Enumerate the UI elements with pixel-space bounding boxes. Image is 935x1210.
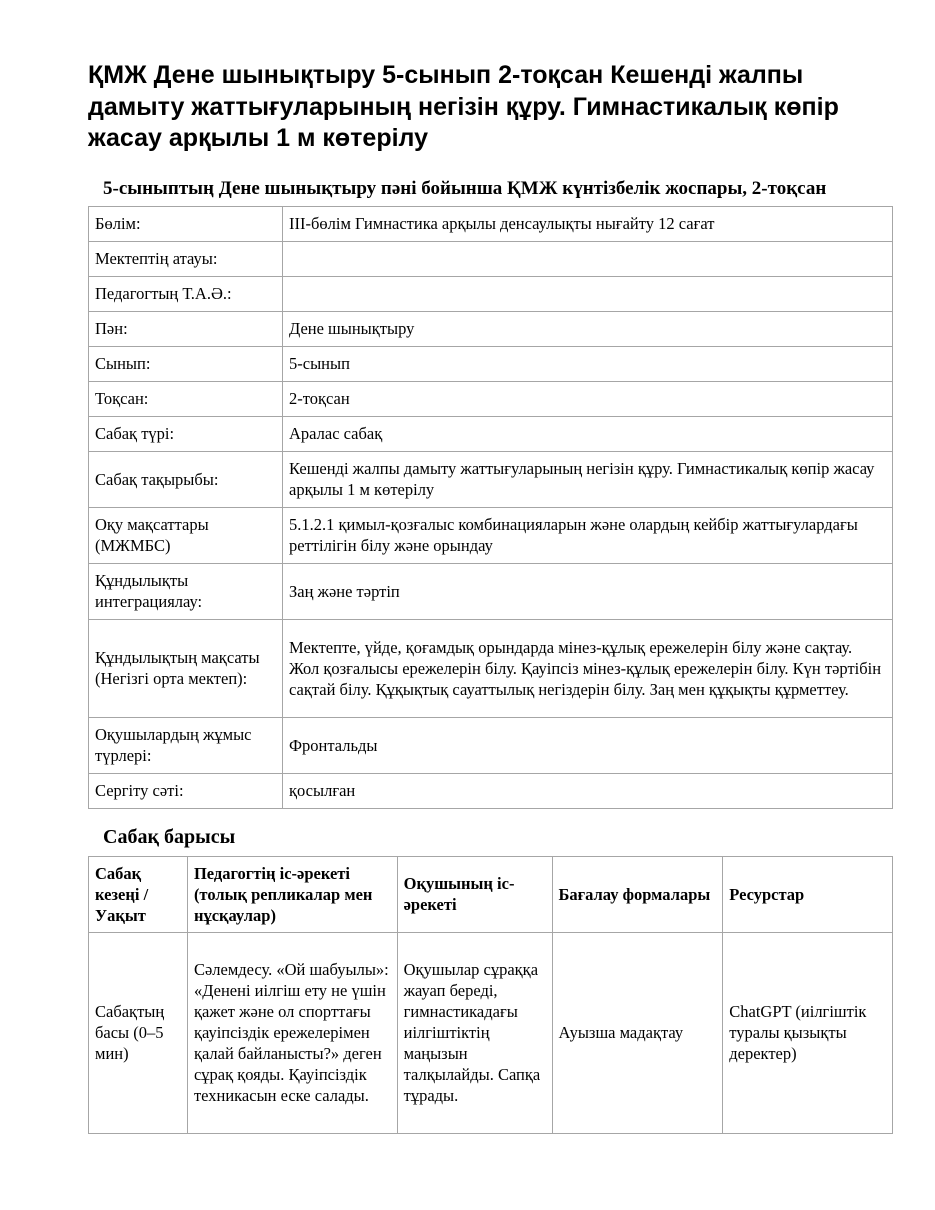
info-row-value-goal xyxy=(89,619,893,717)
lesson-heading: Сабақ барысы xyxy=(103,825,236,848)
info-row-lesson-type xyxy=(89,416,893,451)
info-value xyxy=(283,276,893,311)
info-value: қосылған xyxy=(283,773,893,808)
lesson-flow-table xyxy=(88,856,893,1134)
info-value: Аралас сабақ xyxy=(283,416,893,451)
info-row-quarter xyxy=(89,381,893,416)
info-value: Дене шынықтыру xyxy=(283,311,893,346)
lesson-info-table xyxy=(88,206,893,809)
info-value: 5-сынып xyxy=(283,346,893,381)
info-row-warmup xyxy=(89,773,893,808)
info-label: Сергіту сәті: xyxy=(89,773,283,808)
info-label: Тоқсан: xyxy=(89,381,283,416)
info-value: Кешенді жалпы дамыту жаттығуларының негізін құру. Гимнастикалық көпір жасау арқылы 1 м көтерілу xyxy=(283,451,893,507)
info-row-work-types xyxy=(89,717,893,773)
info-label: Мектептің атауы: xyxy=(89,241,283,276)
info-label: Құндылықтың мақсаты (Негізгі орта мектеп): xyxy=(89,619,283,717)
info-label: Сынып: xyxy=(89,346,283,381)
cell-assessment: Ауызша мадақтау xyxy=(552,932,723,1133)
cell-resources: ChatGPT (иілгіштік туралы қызықты деректер) xyxy=(723,932,893,1133)
info-label: Оқу мақсаттары (МЖМБС) xyxy=(89,507,283,563)
info-label: Пән: xyxy=(89,311,283,346)
header-teacher-activity: Педагогтің іс-әрекеті (толық репликалар мен нұсқаулар) xyxy=(187,856,397,932)
info-label: Оқушылардың жұмыс түрлері: xyxy=(89,717,283,773)
cell-student-activity: Оқушылар сұраққа жауап береді, гимнастикадағы иілгіштіктің маңызын талқылайды. Сапқа тұрады. xyxy=(397,932,552,1133)
info-row-section xyxy=(89,206,893,241)
info-row-school xyxy=(89,241,893,276)
info-row-value-integration xyxy=(89,563,893,619)
header-stage: Сабақ кезеңі / Уақыт xyxy=(89,856,188,932)
document-page xyxy=(88,60,893,1134)
info-value: ІІІ-бөлім Гимнастика арқылы денсаулықты нығайту 12 сағат xyxy=(283,206,893,241)
info-label: Сабақ түрі: xyxy=(89,416,283,451)
info-value xyxy=(283,241,893,276)
header-student-activity: Оқушының іс-әрекеті xyxy=(397,856,552,932)
header-assessment: Бағалау формалары xyxy=(552,856,723,932)
header-resources: Ресурстар xyxy=(723,856,893,932)
document-title: ҚМЖ Дене шынықтыру 5-сынып 2-тоқсан Кешенді жалпы дамыту жаттығуларының негізін құру. Гимнастикалық көпір жасау арқылы 1 м көтерілу xyxy=(88,61,839,152)
info-label: Сабақ тақырыбы: xyxy=(89,451,283,507)
info-label: Педагогтың Т.А.Ә.: xyxy=(89,276,283,311)
info-value: 2-тоқсан xyxy=(283,381,893,416)
info-row-grade xyxy=(89,346,893,381)
info-label: Бөлім: xyxy=(89,206,283,241)
info-value: 5.1.2.1 қимыл-қозғалыс комбинацияларын және олардың кейбір жаттығулардағы реттілігін білу және орындау xyxy=(283,507,893,563)
cell-stage: Сабақтың басы (0–5 мин) xyxy=(89,932,188,1133)
info-value: Заң және тәртіп xyxy=(283,563,893,619)
plan-heading: 5-сыныптың Дене шынықтыру пәні бойынша ҚМЖ күнтізбелік жоспары, 2-тоқсан xyxy=(103,177,827,199)
info-value: Мектепте, үйде, қоғамдық орындарда мінез-құлық ережелерін білу және сақтау. Жол қозғалысы ережелерін білу. Қауіпсіз мінез-құлық ережелерін білу. Күн тәртібін сақтай білу. Құқықтық сауаттылық негіздерін білу. Заң мен құқықты құрметтеу. xyxy=(283,619,893,717)
lesson-header-row xyxy=(89,856,893,932)
cell-teacher-activity: Сәлемдесу. «Ой шабуылы»: «Денені иілгіш ету не үшін қажет және ол спорттағы қауіпсіздік ережелерімен қалай байланысты?» деген сұрақ қояды. Қауіпсіздік техникасын еске салады. xyxy=(187,932,397,1133)
lesson-row xyxy=(89,932,893,1133)
info-row-subject xyxy=(89,311,893,346)
info-label: Құндылықты интеграциялау: xyxy=(89,563,283,619)
info-row-topic xyxy=(89,451,893,507)
info-row-teacher xyxy=(89,276,893,311)
info-value: Фронтальды xyxy=(283,717,893,773)
info-row-objectives xyxy=(89,507,893,563)
